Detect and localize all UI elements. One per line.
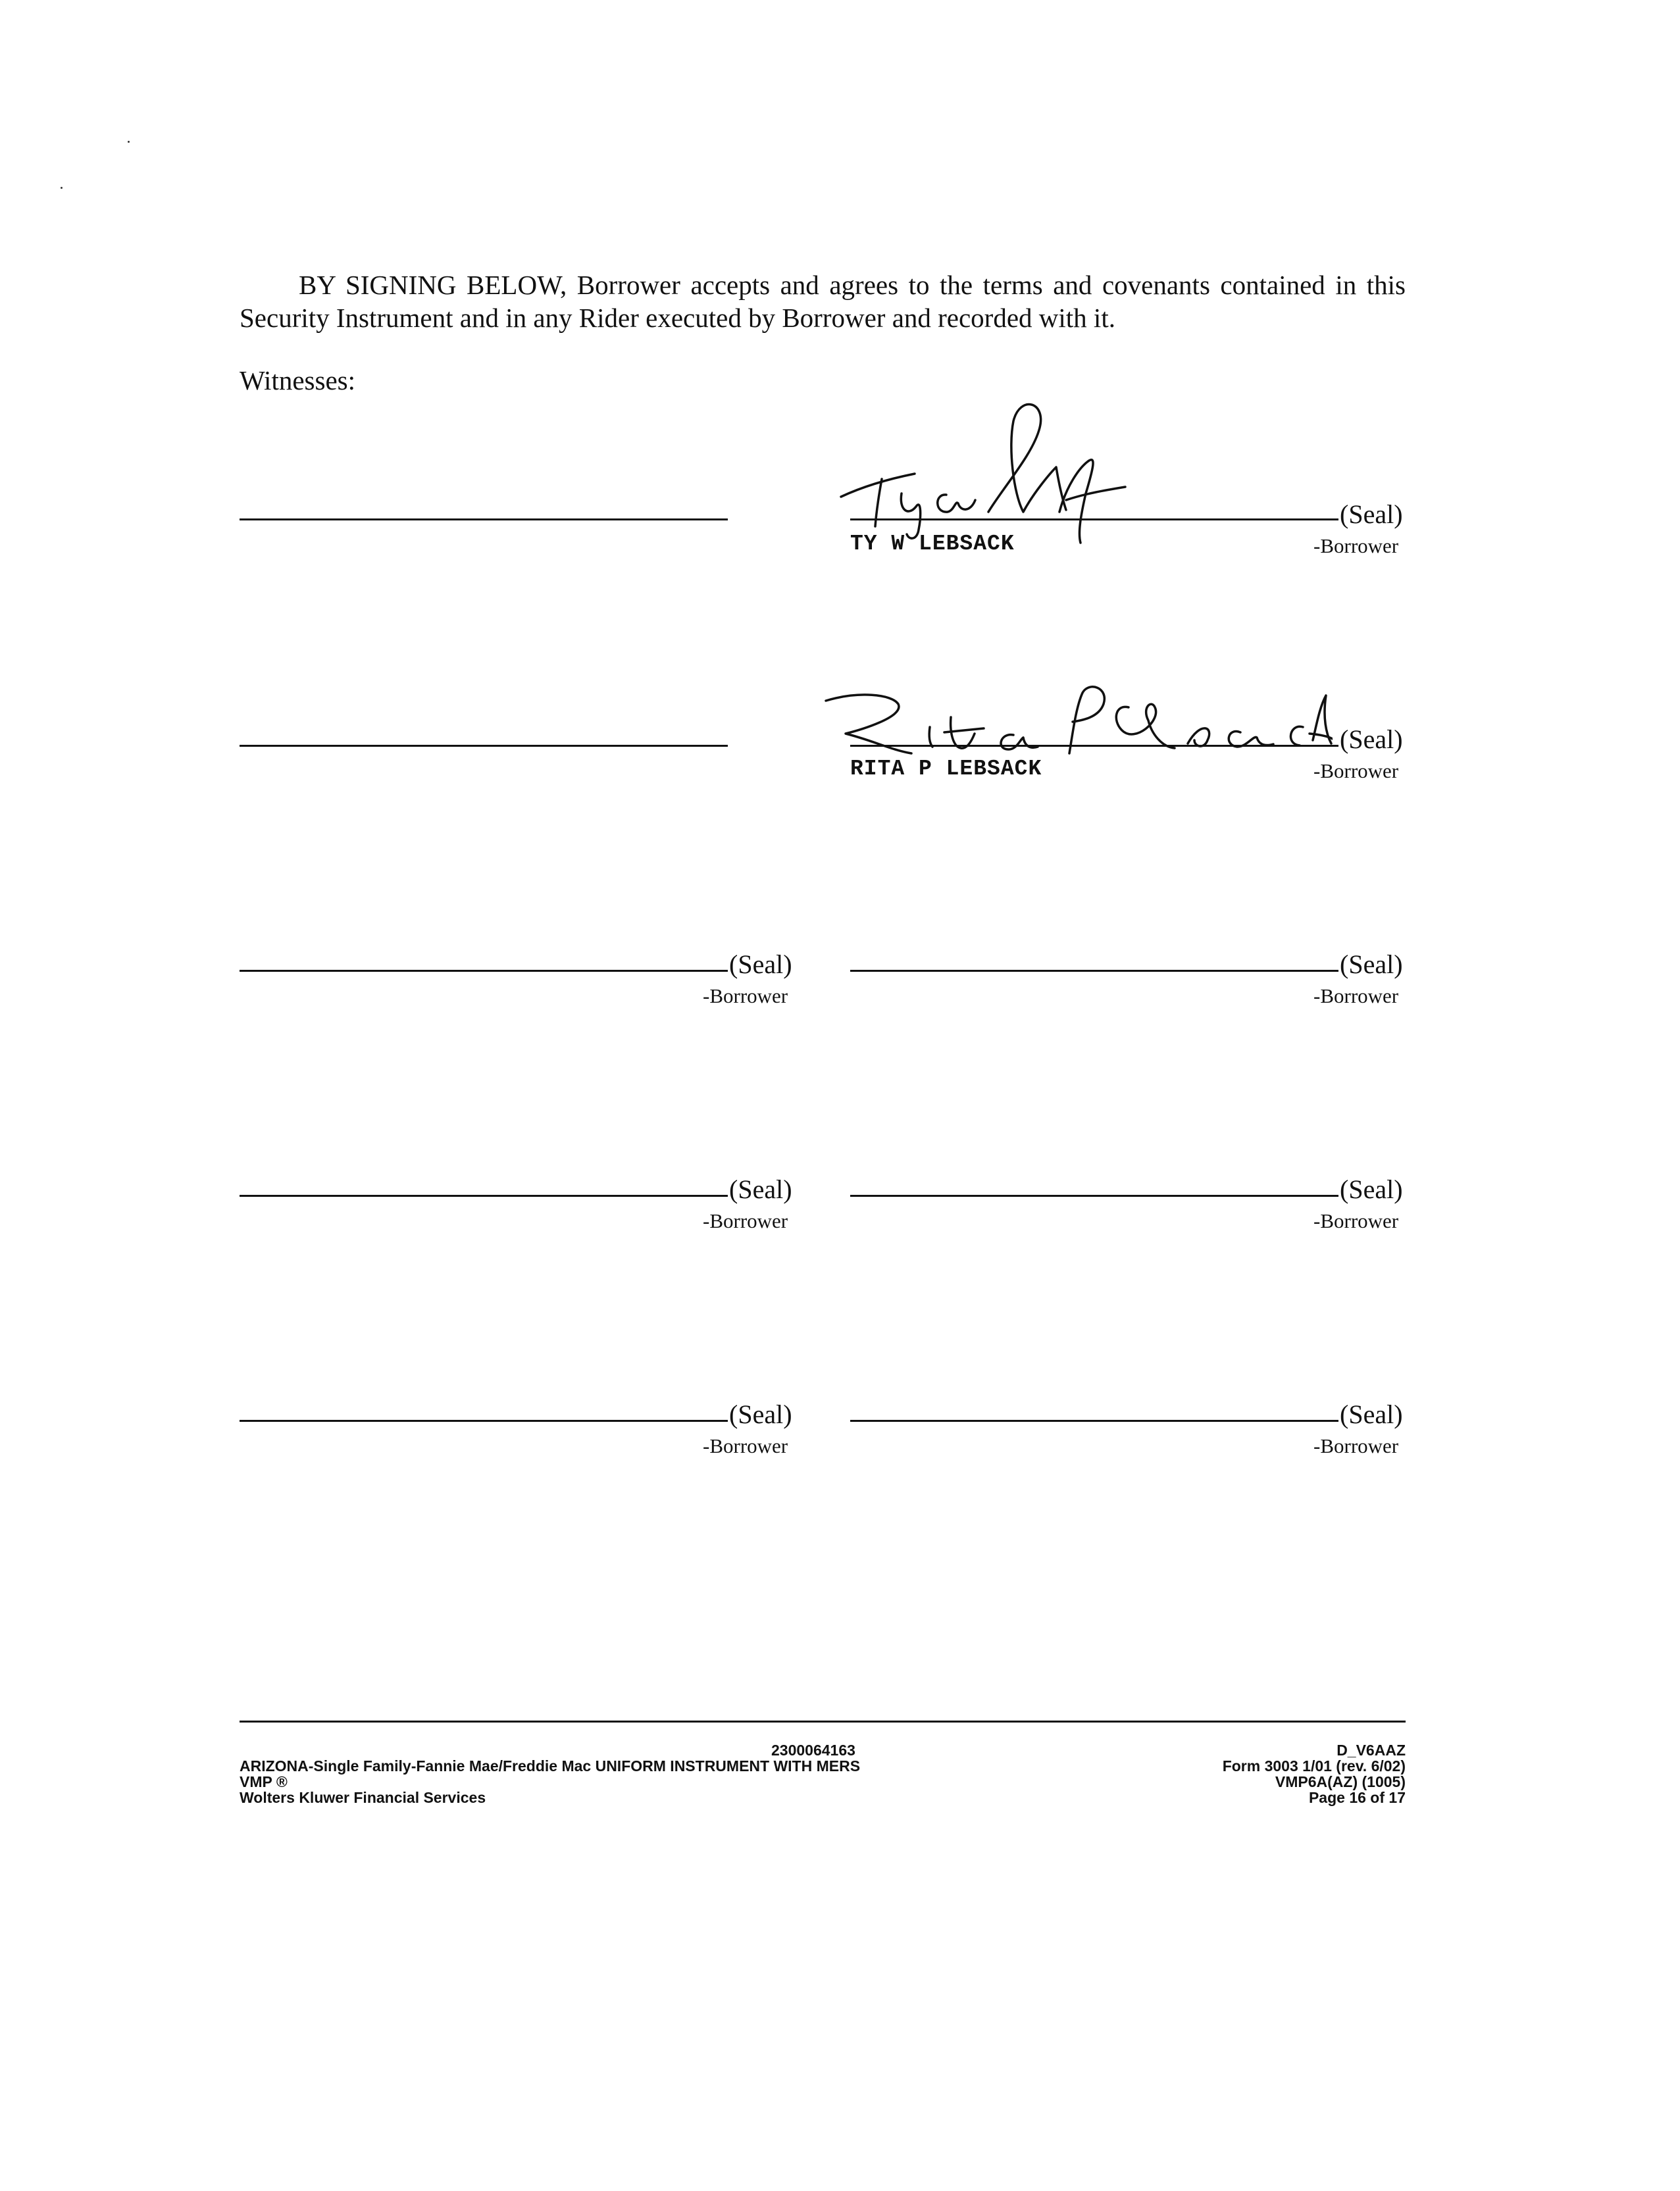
witness-signature-line[interactable] bbox=[240, 745, 728, 747]
footer-rule bbox=[240, 1721, 1406, 1723]
borrower-role-label: -Borrower bbox=[1313, 759, 1399, 782]
seal-label: (Seal) bbox=[729, 1174, 792, 1204]
seal-label: (Seal) bbox=[729, 1399, 792, 1429]
borrower-name: RITA P LEBSACK bbox=[850, 757, 1042, 781]
borrower-signature-line[interactable] bbox=[850, 745, 1338, 747]
borrower-signature-line[interactable] bbox=[240, 1195, 728, 1197]
seal-label: (Seal) bbox=[1340, 1399, 1403, 1429]
publisher: Wolters Kluwer Financial Services bbox=[240, 1789, 486, 1806]
seal-label: (Seal) bbox=[1340, 724, 1403, 754]
borrower-role-label: -Borrower bbox=[703, 1434, 788, 1457]
borrower-signature-line[interactable] bbox=[850, 518, 1338, 520]
witnesses-label: Witnesses: bbox=[240, 365, 355, 395]
doc-code: D_V6AAZ bbox=[1336, 1742, 1406, 1759]
seal-label: (Seal) bbox=[1340, 499, 1403, 529]
borrower-name: TY W LEBSACK bbox=[850, 532, 1015, 556]
seal-label: (Seal) bbox=[1340, 1174, 1403, 1204]
vmp-code: VMP6A(AZ) (1005) bbox=[1275, 1773, 1406, 1790]
borrower-role-label: -Borrower bbox=[1313, 1434, 1399, 1457]
borrower-role-label: -Borrower bbox=[703, 984, 788, 1007]
borrower-role-label: -Borrower bbox=[1313, 1209, 1399, 1232]
page-info: Page 16 of 17 bbox=[1308, 1789, 1406, 1806]
seal-label: (Seal) bbox=[729, 949, 792, 979]
signature-rita-lebsack bbox=[819, 681, 1333, 760]
borrower-signature-line[interactable] bbox=[240, 1420, 728, 1422]
borrower-role-label: -Borrower bbox=[1313, 534, 1399, 557]
borrower-signature-line[interactable] bbox=[240, 970, 728, 972]
borrower-role-label: -Borrower bbox=[1313, 984, 1399, 1007]
form-title: ARIZONA-Single Family-Fannie Mae/Freddie Mac UNIFORM INSTRUMENT WITH MERS bbox=[240, 1757, 861, 1775]
seal-label: (Seal) bbox=[1340, 949, 1403, 979]
loan-number: 2300064163 bbox=[771, 1742, 855, 1759]
borrower-signature-line[interactable] bbox=[850, 1195, 1338, 1197]
signing-statement: BY SIGNING BELOW, Borrower accepts and agrees to the terms and covenants contained in this Security Instrument and in any Rider executed by Borrower and recorded with it. bbox=[240, 270, 1406, 333]
borrower-signature-line[interactable] bbox=[850, 970, 1338, 972]
vmp-mark: VMP ® bbox=[240, 1773, 288, 1790]
scan-speck bbox=[128, 141, 130, 143]
signature-ty-lebsack bbox=[836, 395, 1152, 546]
form-number: Form 3003 1/01 (rev. 6/02) bbox=[1222, 1757, 1406, 1775]
borrower-signature-line[interactable] bbox=[850, 1420, 1338, 1422]
scan-speck bbox=[61, 187, 63, 189]
borrower-role-label: -Borrower bbox=[703, 1209, 788, 1232]
witness-signature-line[interactable] bbox=[240, 518, 728, 520]
